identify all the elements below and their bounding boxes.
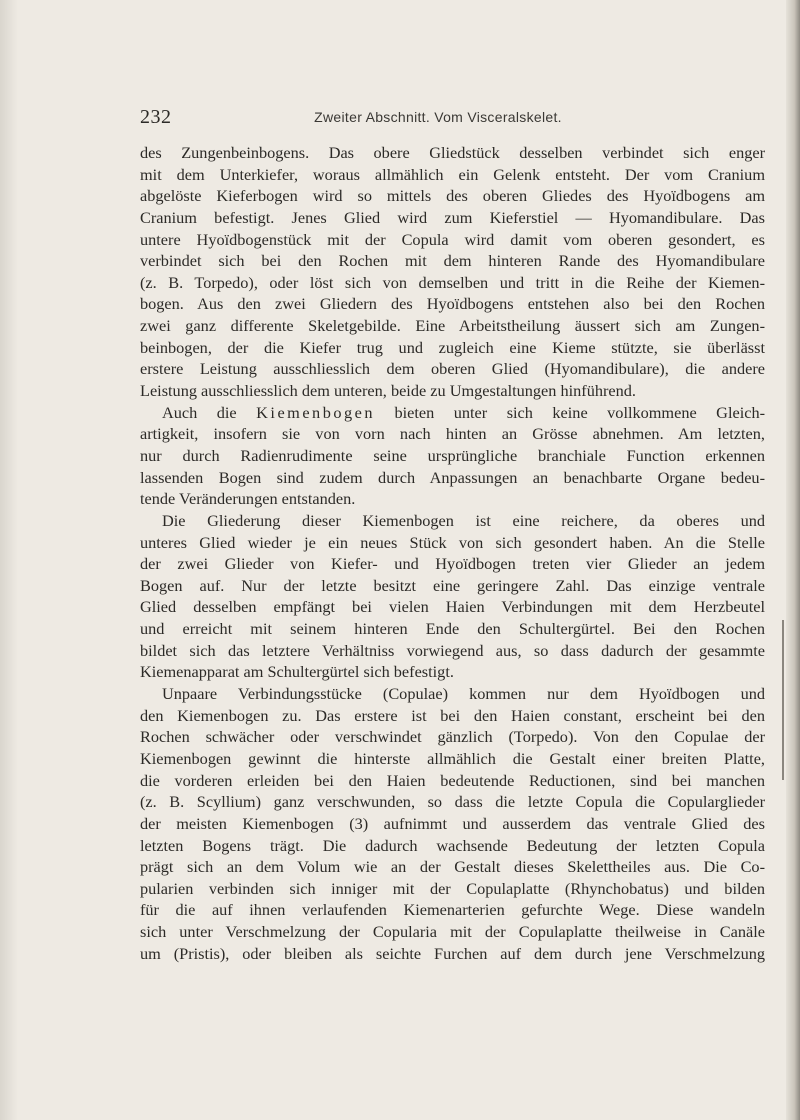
text-line: unteres Glied wieder je ein neues Stück von sich gesondert haben. An die Stelle — [140, 532, 765, 552]
text-line: Leistung ausschliesslich dem unteren, beide zu Umgestaltungen hinführend. — [140, 381, 636, 401]
text-line: nur durch Radienrudimente seine ursprüngliche branchiale Function erkennen — [140, 445, 765, 465]
text-line: artigkeit, insofern sie von vorn nach hinten an Grösse abnehmen. Am letzten, — [140, 424, 765, 444]
text-line: Unpaare Verbindungsstücke (Copulae) kommen nur dem Hyoïdbogen und — [162, 684, 765, 704]
text-line: pularien verbinden sich inniger mit der Copulaplatte (Rhynchobatus) und bilden — [140, 878, 765, 898]
text-line: bogen. Aus den zwei Gliedern des Hyoïdbogens entstehen also bei den Rochen — [140, 294, 765, 314]
text-line: lassenden Bogen sind zudem durch Anpassungen an benachbarte Organe bedeu- — [140, 467, 765, 487]
text-line: Cranium befestigt. Jenes Glied wird zum Kieferstiel — Hyomandibulare. Das — [140, 207, 765, 227]
text-line: abgelöste Kieferbogen wird so mittels des oberen Gliedes des Hyoïdbogens am — [140, 186, 765, 206]
text-line: letzten Bogens trägt. Die dadurch wachsende Bedeutung der letzten Copula — [140, 835, 765, 855]
text-line: (z. B. Scyllium) ganz verschwunden, so dass die letzte Copula die Copularglieder — [140, 792, 765, 812]
page-number: 232 — [140, 106, 172, 128]
page-header — [140, 106, 700, 130]
text-line: die vorderen erleiden bei den Haien bedeutende Reductionen, sind bei manchen — [140, 770, 765, 790]
text-line: und erreicht mit seinem hinteren Ende den Schultergürtel. Bei den Rochen — [140, 619, 765, 639]
running-head: Zweiter Abschnitt. Vom Visceralskelet. — [314, 109, 562, 125]
text-line: sich unter Verschmelzung der Copularia mit der Copulaplatte theilweise in Canäle — [140, 922, 765, 942]
text-line: der meisten Kiemenbogen (3) aufnimmt und ausserdem das ventrale Glied des — [140, 813, 765, 833]
text-line: bildet sich das letztere Verhältniss vorwiegend aus, so dass dadurch der gesammte — [140, 640, 765, 660]
text-line: den Kiemenbogen zu. Das erstere ist bei den Haien constant, erscheint bei den — [140, 705, 765, 725]
text-line: tende Veränderungen entstanden. — [140, 489, 356, 509]
text-line: erstere Leistung ausschliesslich dem oberen Glied (Hyomandibulare), die andere — [140, 359, 765, 379]
text-line: Rochen schwächer oder verschwindet gänzlich (Torpedo). Von den Copulae der — [140, 727, 765, 747]
binding-shadow — [0, 0, 18, 1120]
text-line: beinbogen, der die Kiefer trug und zugleich eine Kieme stützte, sie überlässt — [140, 337, 765, 357]
body-text — [140, 142, 765, 964]
text-line: Bogen auf. Nur der letzte besitzt eine geringere Zahl. Das einzige ventrale — [140, 575, 765, 595]
text-fragment: Auch die — [162, 402, 237, 422]
emphasized-term: Kiemenbogen — [256, 402, 375, 422]
text-line: der zwei Glieder von Kiefer- und Hyoïdbogen treten vier Glieder an jedem — [140, 554, 765, 574]
text-line: um (Pristis), oder bleiben als seichte Furchen auf dem durch jene Verschmelzung — [140, 943, 765, 963]
paragraph-start-kiemenbogen — [140, 402, 765, 424]
text-line: (z. B. Torpedo), oder löst sich von demselben und tritt in die Reihe der Kiemen- — [140, 272, 765, 292]
text-line: Die Gliederung dieser Kiemenbogen ist eine reichere, da oberes und — [162, 510, 765, 530]
text-line: verbindet sich bei den Rochen mit dem hinteren Rande des Hyomandibulare — [140, 251, 765, 271]
text-fragment: bieten unter sich keine vollkommene Gleich- — [394, 402, 766, 422]
page-edge-mark — [782, 620, 784, 780]
text-line: zwei ganz differente Skeletgebilde. Eine Arbeitstheilung äussert sich am Zungen- — [140, 316, 765, 336]
text-line: prägt sich an dem Volum wie an der Gestalt dieses Skelettheiles aus. Die Co- — [140, 857, 765, 877]
text-line: für die auf ihnen verlaufenden Kiemenarterien gefurchte Wege. Diese wandeln — [140, 900, 765, 920]
text-line: Kiemenbogen gewinnt die hinterste allmählich die Gestalt einer breiten Platte, — [140, 748, 765, 768]
text-line: mit dem Unterkiefer, woraus allmählich ein Gelenk entsteht. Der vom Cranium — [140, 164, 765, 184]
page-edge — [786, 0, 800, 1120]
text-line: Kiemenapparat am Schultergürtel sich befestigt. — [140, 662, 454, 682]
text-line: untere Hyoïdbogenstück mit der Copula wird damit vom oberen gesondert, es — [140, 229, 765, 249]
text-line: des Zungenbeinbogens. Das obere Gliedstück desselben verbindet sich enger — [140, 143, 765, 162]
text-line: Glied desselben empfängt bei vielen Haien Verbindungen mit dem Herzbeutel — [140, 597, 765, 617]
